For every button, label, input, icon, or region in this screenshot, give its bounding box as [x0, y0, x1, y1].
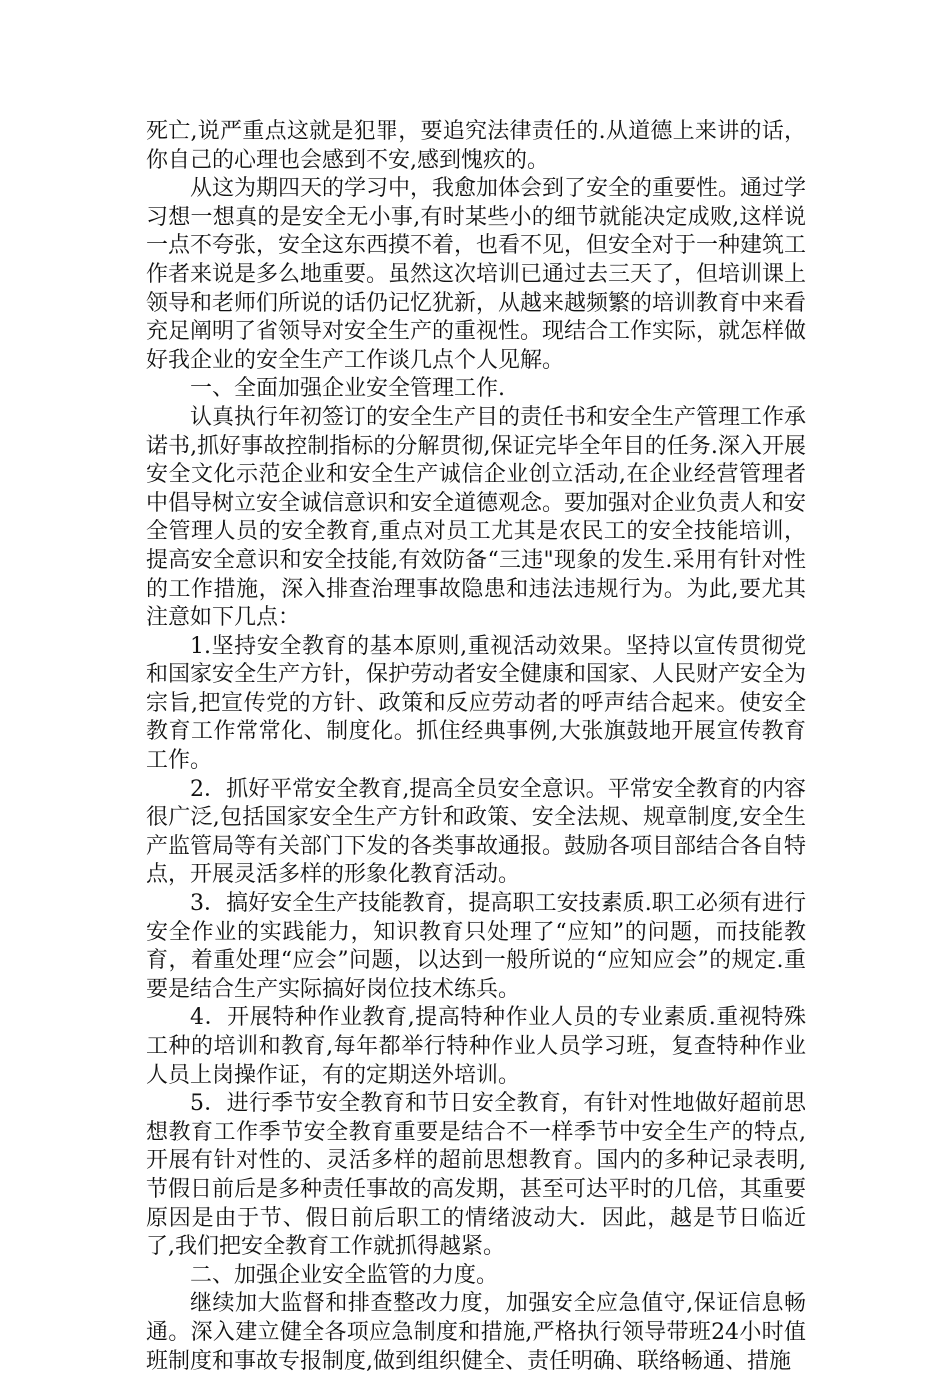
list-item-5: 5．进行季节安全教育和节日安全教育，有针对性地做好超前思想教育工作季节安全教育重要是结合不一样季节中安全生产的特点,开展有针对性的、灵活多样的超前思想教育。国内的多种记录表明,节假日前后是多种责任事故的高发期，甚至可达平时的几倍，其重要原因是由于节、假日前后职工的情绪波动大．因此，越是节日临近了,我们把安全教育工作就抓得越紧。: [146, 1091, 807, 1260]
paragraph-continuation: 死亡,说严重点这就是犯罪，要追究法律责任的.从道德上来讲的话，你自己的心理也会感到不安,感到愧疚的。: [146, 119, 806, 173]
section-heading-1: 一、全面加强企业安全管理工作.: [190, 376, 505, 402]
paragraph-study-reflection: 从这为期四天的学习中，我愈加体会到了安全的重要性。通过学习想一想真的是安全无小事,有时某些小的细节就能决定成败,这样说一点不夸张，安全这东西摸不着，也看不见，但安全对于一种建筑工作者来说是多么地重要。虽然这次培训已通过去三天了，但培训课上领导和老师们所说的话仍记忆犹新，从越来越频繁的培训教育中来看充足阐明了省领导对安全生产的重视性。现结合工作实际，就怎样做好我企业的安全生产工作谈几点个人见解。: [146, 176, 807, 373]
list-item-4: 4．开展特种作业教育,提高特种作业人员的专业素质.重视特殊工种的培训和教育,每年都举行特种作业人员学习班，复查特种作业人员上岗操作证，有的定期送外培训。: [146, 1005, 806, 1088]
list-item-1: 1.坚持安全教育的基本原则,重视活动效果。坚持以宣传贯彻党和国家安全生产方针，保护劳动者安全健康和国家、人民财产安全为宗旨,把宣传党的方针、政策和反应劳动者的呼声结合起来。使安全教育工作常常化、制度化。抓住经典事例,大张旗鼓地开展宣传教育工作。: [146, 633, 807, 774]
list-item-3: 3．搞好安全生产技能教育，提高职工安技素质.职工必须有进行安全作业的实践能力，知识教育只处理了“应知”的问题，而技能教育，着重处理“应会”问题，以达到一般所说的“应知应会”的规定.重要是结合生产实际搞好岗位技术练兵。: [146, 891, 806, 1002]
section-heading-2: 二、加强企业安全监管的力度。: [190, 1262, 499, 1288]
paragraph-responsibility: 认真执行年初签订的安全生产目的责任书和安全生产管理工作承诺书,抓好事故控制指标的分解贯彻,保证完毕全年目的任务.深入开展安全文化示范企业和安全生产诚信企业创立活动,在企业经营管理者中倡导树立安全诚信意识和安全道德观念。要加强对企业负责人和安全管理人员的安全教育,重点对员工尤其是农民工的安全技能培训，提高安全意识和安全技能,有效防备“三违"现象的发生.采用有针对性的工作措施，深入排查治理事故隐患和违法违规行为。为此,要尤其注意如下几点：: [146, 404, 807, 631]
list-item-2: 2．抓好平常安全教育,提高全员安全意识。平常安全教育的内容很广泛,包括国家安全生产方针和政策、安全法规、规章制度,安全生产监管局等有关部门下发的各类事故通报。鼓励各项目部结合各自特点，开展灵活多样的形象化教育活动。: [146, 776, 807, 888]
document-body: [146, 118, 806, 1376]
paragraph-supervision: 继续加大监督和排查整改力度，加强安全应急值守,保证信息畅通。深入建立健全各项应急制度和措施,严格执行领导带班24小时值班制度和事故专报制度,做到组织健全、责任明确、联络畅通、措施: [146, 1291, 806, 1374]
